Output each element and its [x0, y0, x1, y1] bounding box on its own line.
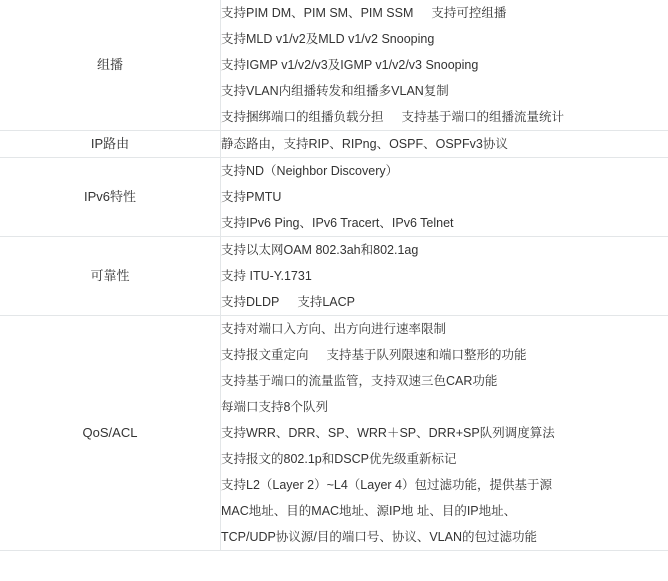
row-label: 组播: [0, 0, 221, 131]
value-text: 静态路由，支持RIP、RIPng、OSPF、OSPFv3协议: [221, 137, 508, 151]
value-text: 支持ND（Neighbor Discovery）: [221, 164, 399, 178]
row-value: [221, 158, 668, 237]
value-line: [221, 52, 668, 78]
table-row: [0, 158, 668, 237]
value-text: 支持PIM DM、PIM SM、PIM SSM: [221, 6, 414, 20]
value-line: [221, 342, 668, 368]
value-line: [221, 420, 668, 446]
value-text: 支持基于端口的流量监管，支持双速三色CAR功能: [221, 374, 498, 388]
value-line: [221, 131, 668, 157]
value-text: 支持报文的802.1p和DSCP优先级重新标记: [221, 452, 457, 466]
value-text: 支持WRR、DRR、SP、WRR＋SP、DRR+SP队列调度算法: [221, 426, 555, 440]
table-row: [0, 316, 668, 551]
value-line: [221, 0, 668, 26]
value-text: 支持MLD v1/v2及MLD v1/v2 Snooping: [221, 32, 435, 46]
row-label: 可靠性: [0, 237, 221, 316]
value-line: [221, 263, 668, 289]
value-text: 支持L2（Layer 2）~L4（Layer 4）包过滤功能，提供基于源: [221, 478, 552, 492]
row-label: IPv6特性: [0, 158, 221, 237]
value-text: 支持对端口入方向、出方向进行速率限制: [221, 322, 447, 336]
row-label: QoS/ACL: [0, 316, 221, 551]
row-value: [221, 131, 668, 158]
value-line: [221, 316, 668, 342]
value-line: [221, 368, 668, 394]
value-text: 支持DLDP: [221, 295, 280, 309]
row-value: [221, 316, 668, 551]
row-value: [221, 237, 668, 316]
value-line: [221, 289, 668, 315]
value-line: [221, 237, 668, 263]
value-text: 支持捆绑端口的组播负载分担: [221, 110, 384, 124]
value-text: 支持基于端口的组播流量统计: [401, 110, 565, 124]
value-line: [221, 104, 668, 130]
value-line: [221, 26, 668, 52]
table-row: [0, 0, 668, 131]
table-row: [0, 131, 668, 158]
value-line: [221, 394, 668, 420]
value-text: 支持可控组播: [431, 6, 507, 20]
value-text: 每端口支持8个队列: [221, 400, 328, 414]
value-text: 支持 ITU-Y.1731: [221, 269, 312, 283]
value-line: [221, 210, 668, 236]
value-line: [221, 158, 668, 184]
value-line: [221, 524, 668, 550]
value-text: 支持LACP: [297, 295, 355, 309]
value-text: 支持以太网OAM 802.3ah和802.1ag: [221, 243, 419, 257]
value-text: 支持PMTU: [221, 190, 282, 204]
row-label: IP路由: [0, 131, 221, 158]
value-line: [221, 78, 668, 104]
value-line: [221, 472, 668, 498]
row-value: [221, 0, 668, 131]
value-text: TCP/UDP协议源/目的端口号、协议、VLAN的包过滤功能: [221, 530, 537, 544]
value-text: 支持VLAN内组播转发和组播多VLAN复制: [221, 84, 449, 98]
value-line: [221, 498, 668, 524]
table-row: [0, 237, 668, 316]
value-text: 支持IGMP v1/v2/v3及IGMP v1/v2/v3 Snooping: [221, 58, 479, 72]
value-text: 支持报文重定向: [221, 348, 309, 362]
value-text: 支持IPv6 Ping、IPv6 Tracert、IPv6 Telnet: [221, 216, 454, 230]
value-line: [221, 184, 668, 210]
value-line: [221, 446, 668, 472]
value-text: MAC地址、目的MAC地址、源IP地 址、目的IP地址、: [221, 504, 517, 518]
value-text: 支持基于队列限速和端口整形的功能: [326, 348, 527, 362]
